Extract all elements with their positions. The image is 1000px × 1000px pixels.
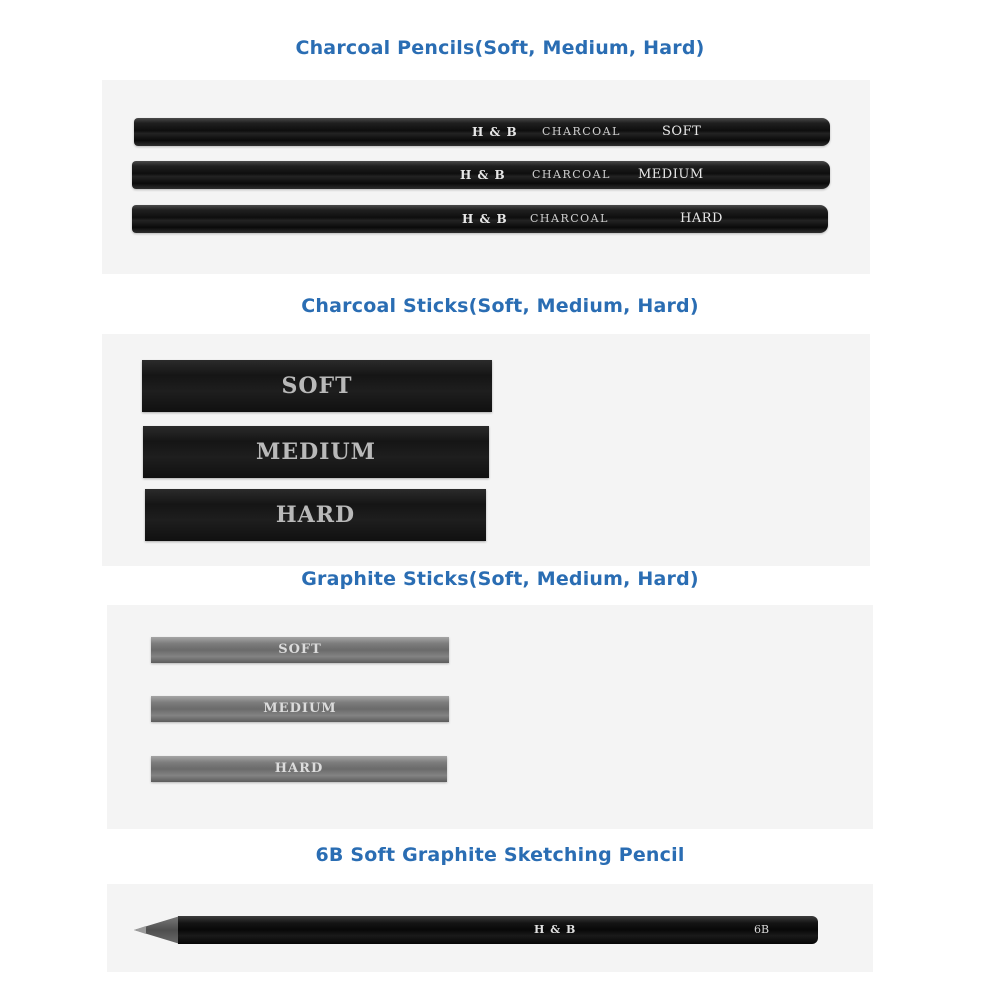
stick-grade-label: MEDIUM	[263, 701, 337, 716]
stick-grade-label: SOFT	[278, 642, 322, 657]
charcoal-stick-soft	[142, 360, 492, 412]
pencil-grade-label: MEDIUM	[638, 167, 704, 182]
pencil-brand-label: H & B	[462, 212, 508, 226]
stick-grade-label: SOFT	[281, 373, 353, 399]
graphite-stick-soft	[151, 637, 449, 663]
section-title-graphite-sticks: Graphite Sticks(Soft, Medium, Hard)	[301, 568, 699, 590]
pencil-brand-label: H & B	[460, 168, 506, 182]
charcoal-pencil-soft	[134, 118, 830, 146]
graphite-stick-medium	[151, 696, 449, 722]
pencil-grade-label: SOFT	[662, 124, 702, 139]
stick-grade-label: HARD	[275, 502, 356, 528]
graphite-stick-hard	[151, 756, 447, 782]
stick-grade-label: HARD	[274, 761, 324, 776]
charcoal-pencil-medium	[132, 161, 830, 189]
pencil-brand-label: H & B	[472, 125, 518, 139]
pencil-kind-label: CHARCOAL	[530, 212, 609, 225]
pencil-kind-label: CHARCOAL	[542, 125, 621, 138]
section-title-charcoal-sticks: Charcoal Sticks(Soft, Medium, Hard)	[301, 295, 699, 317]
pencil-grade-label: 6B	[754, 923, 770, 936]
pencil-kind-label: CHARCOAL	[532, 168, 611, 181]
charcoal-pencil-hard	[132, 205, 828, 233]
charcoal-stick-hard	[145, 489, 486, 541]
sketching-pencil	[178, 916, 818, 944]
pencil-brand-label: H & B	[534, 923, 577, 936]
stick-grade-label: MEDIUM	[255, 439, 377, 465]
section-title-sketching-pencil: 6B Soft Graphite Sketching Pencil	[315, 844, 685, 866]
charcoal-stick-medium	[143, 426, 489, 478]
section-title-charcoal-pencils: Charcoal Pencils(Soft, Medium, Hard)	[295, 37, 705, 59]
pencil-tip-icon	[132, 916, 180, 944]
pencil-grade-label: HARD	[680, 211, 723, 226]
